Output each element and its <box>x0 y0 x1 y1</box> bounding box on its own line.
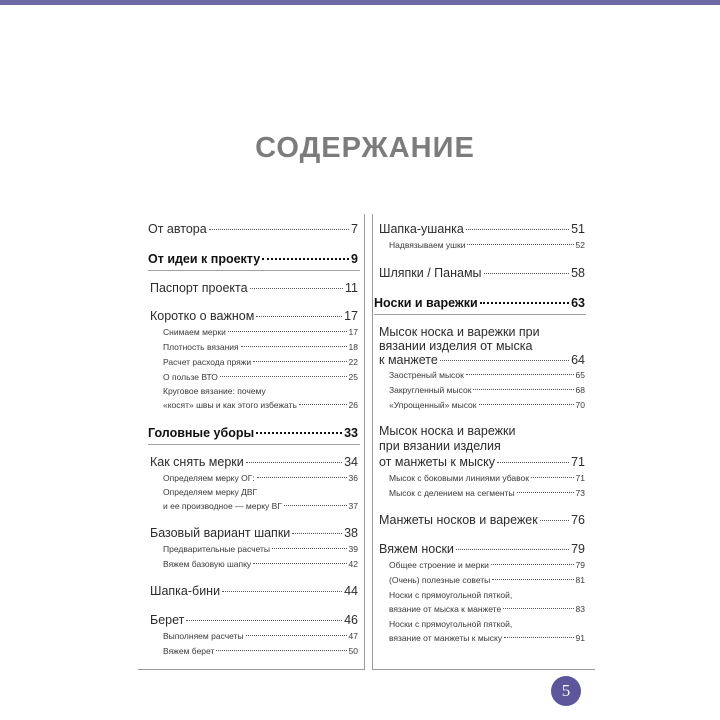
toc-sub-raschet[interactable]: Расчет расхода пряжи 22 <box>163 357 358 367</box>
toc-sub-krugovoe-line1: Круговое вязание: почему <box>163 386 266 396</box>
toc-sub-pryam2[interactable]: вязание от манжеты к мыску 91 <box>389 633 585 643</box>
toc-sub-poleznye[interactable]: (Очень) полезные советы 81 <box>389 575 585 585</box>
toc-sub-dvg-line1: Определяем мерку ДВГ <box>163 487 258 497</box>
toc-sub-bokovye[interactable]: Мысок с боковыми линиями убавок 71 <box>389 473 585 483</box>
toc-sub-uproshch[interactable]: «Упрощенный» мысок 70 <box>389 400 585 410</box>
toc-sub-pryam1-line1: Носки с прямоугольной пяткой, <box>389 590 513 600</box>
toc-sub-segmenty[interactable]: Мысок с делением на сегменты 73 <box>389 488 585 498</box>
toc-entry-mysok1-line2: вязании изделия от мыска <box>379 339 533 353</box>
toc-sub-pryam1[interactable]: вязание от мыска к манжете 83 <box>389 604 585 614</box>
toc-entry-bini[interactable]: Шапка-бини 44 <box>150 584 358 598</box>
toc-entry-beret[interactable]: Берет 46 <box>150 613 358 627</box>
toc-sub-vyazhem-beret[interactable]: Вяжем берет 50 <box>163 646 358 656</box>
toc-entry-korotko[interactable]: Коротко о важном 17 <box>150 309 358 323</box>
toc-section-ot-idei[interactable]: От идеи к проекту 9 <box>148 252 358 266</box>
toc-sub-pryam2-line1: Носки с прямоугольной пяткой, <box>389 619 513 629</box>
toc-sub-obshchee[interactable]: Общее строение и мерки 79 <box>389 560 585 570</box>
toc-entry-ushanka[interactable]: Шапка-ушанка 51 <box>379 222 585 236</box>
section-rule <box>374 314 586 315</box>
toc-entry-ot-avtora[interactable]: От автора 7 <box>148 222 358 236</box>
top-accent-bar <box>0 0 720 5</box>
toc-section-noski[interactable]: Носки и варежки 63 <box>374 296 585 310</box>
toc-entry-mysok2-line2: при вязании изделия <box>379 439 501 453</box>
toc-entry-kak-snyat[interactable]: Как снять мерки 34 <box>150 455 358 469</box>
toc-sub-ushki[interactable]: Надвязываем ушки 52 <box>389 240 585 250</box>
toc-sub-dvg[interactable]: и ее производное — мерку ВГ 37 <box>163 501 358 511</box>
toc-sub-vyazhem-baz[interactable]: Вяжем базовую шапку 42 <box>163 559 358 569</box>
toc-sub-og[interactable]: Определяем мерку ОГ: 36 <box>163 473 358 483</box>
toc-sub-predvar[interactable]: Предварительные расчеты 39 <box>163 544 358 554</box>
toc-entry-shlyapki[interactable]: Шляпки / Панамы 58 <box>379 266 585 280</box>
toc-sub-krugovoe[interactable]: «косят» швы и как этого избежать 26 <box>163 400 358 410</box>
toc-section-golovnye[interactable]: Головные уборы 33 <box>148 426 358 440</box>
toc-entry-bazovyi[interactable]: Базовый вариант шапки 38 <box>150 526 358 540</box>
toc-sub-plotnost[interactable]: Плотность вязания 18 <box>163 342 358 352</box>
toc-entry-pasport[interactable]: Паспорт проекта 11 <box>150 281 358 295</box>
toc-entry-vyazhem-noski[interactable]: Вяжем носки 79 <box>379 542 585 556</box>
toc-entry-manzhety[interactable]: Манжеты носков и варежек 76 <box>379 513 585 527</box>
toc-sub-o-polze[interactable]: О пользе ВТО 25 <box>163 372 358 382</box>
section-rule <box>148 270 360 271</box>
section-rule <box>148 444 360 445</box>
toc-sub-zakrugl[interactable]: Закругленный мысок 68 <box>389 385 585 395</box>
toc-entry-mysok1[interactable]: к манжете 64 <box>379 353 585 367</box>
toc-entry-mysok1-line1: Мысок носка и варежки при <box>379 325 540 339</box>
toc-entry-mysok2[interactable]: от манжеты к мыску 71 <box>379 455 585 469</box>
toc-sub-zaostr[interactable]: Заостреный мысок 65 <box>389 370 585 380</box>
toc-sub-vypolnyaem[interactable]: Выполняем расчеты 47 <box>163 631 358 641</box>
toc-entry-mysok2-line1: Мысок носка и варежки <box>379 424 516 438</box>
toc-sub-snimaem[interactable]: Снимаем мерки 17 <box>163 327 358 337</box>
page-number-badge: 5 <box>551 676 581 706</box>
page-title: СОДЕРЖАНИЕ <box>255 132 475 164</box>
